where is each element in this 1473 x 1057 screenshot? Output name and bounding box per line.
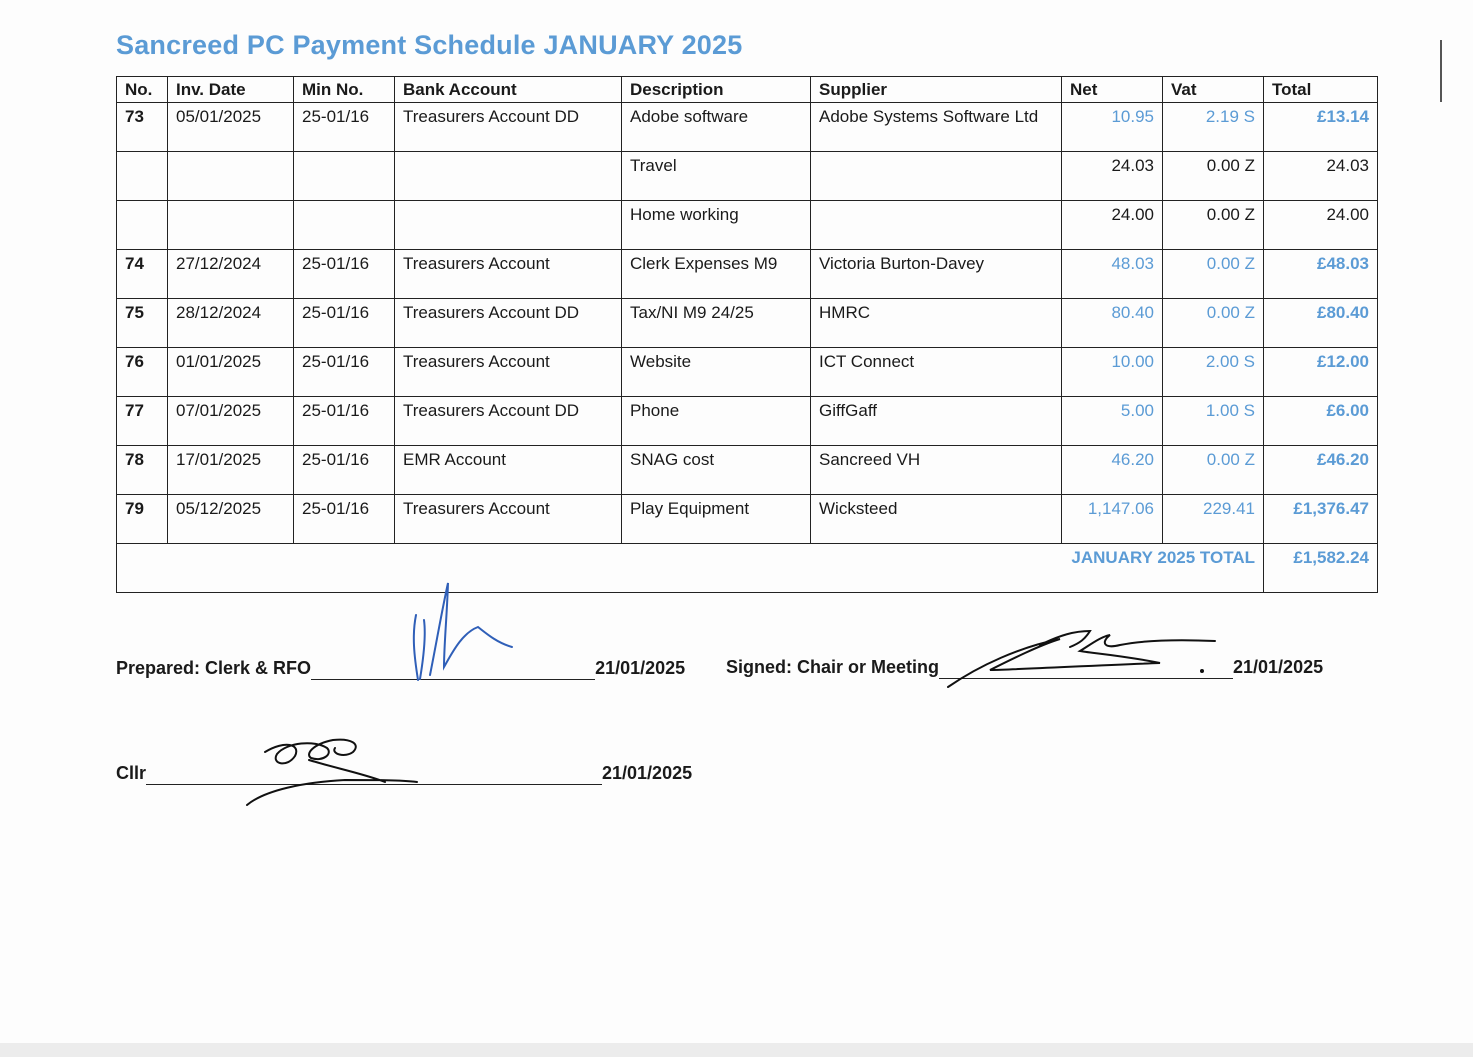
cell-bank-account: EMR Account xyxy=(395,446,622,495)
page-title: Sancreed PC Payment Schedule JANUARY 2025 xyxy=(116,30,743,60)
cell-inv-date: 27/12/2024 xyxy=(168,250,294,299)
cell-no: 77 xyxy=(117,397,168,446)
cell-min-no: 25-01/16 xyxy=(294,299,395,348)
cell-no: 79 xyxy=(117,495,168,544)
cell-description: SNAG cost xyxy=(622,446,811,495)
cell-bank-account xyxy=(395,201,622,250)
prepared-label: Prepared: Clerk & RFO xyxy=(116,658,312,678)
cell-inv-date: 05/01/2025 xyxy=(168,103,294,152)
cell-vat: 1.00 S xyxy=(1163,397,1264,446)
cell-supplier: GiffGaff xyxy=(811,397,1062,446)
cell-min-no xyxy=(294,152,395,201)
cell-vat: 2.00 S xyxy=(1163,348,1264,397)
cell-supplier: Victoria Burton-Davey xyxy=(811,250,1062,299)
column-header: No. xyxy=(117,77,168,103)
cell-total: £6.00 xyxy=(1264,397,1378,446)
cell-vat: 0.00 Z xyxy=(1163,446,1264,495)
cell-net: 48.03 xyxy=(1062,250,1163,299)
table-row xyxy=(117,446,1378,495)
table-row xyxy=(117,397,1378,446)
cell-bank-account: Treasurers Account xyxy=(395,495,622,544)
cell-no: 78 xyxy=(117,446,168,495)
cell-supplier xyxy=(811,152,1062,201)
cell-total: 24.03 xyxy=(1264,152,1378,201)
cell-net: 1,147.06 xyxy=(1062,495,1163,544)
cell-total: £46.20 xyxy=(1264,446,1378,495)
cell-inv-date: 17/01/2025 xyxy=(168,446,294,495)
cell-vat: 0.00 Z xyxy=(1163,201,1264,250)
cell-inv-date: 28/12/2024 xyxy=(168,299,294,348)
column-header: Bank Account xyxy=(395,77,622,103)
cell-min-no: 25-01/16 xyxy=(294,250,395,299)
cell-total: £12.00 xyxy=(1264,348,1378,397)
table-row xyxy=(117,299,1378,348)
cllr-signature xyxy=(235,730,435,812)
total-value: £1,582.24 xyxy=(1264,544,1378,593)
cell-description: Home working xyxy=(622,201,811,250)
cell-description: Travel xyxy=(622,152,811,201)
clerk-signature xyxy=(400,575,530,687)
cell-no: 76 xyxy=(117,348,168,397)
cell-total: 24.00 xyxy=(1264,201,1378,250)
cell-inv-date: 07/01/2025 xyxy=(168,397,294,446)
cell-vat: 0.00 Z xyxy=(1163,250,1264,299)
cell-supplier: Adobe Systems Software Ltd xyxy=(811,103,1062,152)
cell-supplier: Wicksteed xyxy=(811,495,1062,544)
cell-min-no: 25-01/16 xyxy=(294,495,395,544)
cell-no xyxy=(117,201,168,250)
cell-no: 73 xyxy=(117,103,168,152)
cell-vat: 0.00 Z xyxy=(1163,299,1264,348)
total-label: JANUARY 2025 TOTAL xyxy=(117,544,1264,593)
table-row xyxy=(117,495,1378,544)
cell-inv-date: 01/01/2025 xyxy=(168,348,294,397)
cell-min-no: 25-01/16 xyxy=(294,348,395,397)
cell-total: £1,376.47 xyxy=(1264,495,1378,544)
cell-bank-account: Treasurers Account DD xyxy=(395,103,622,152)
cell-net: 80.40 xyxy=(1062,299,1163,348)
cell-no: 74 xyxy=(117,250,168,299)
cllr-label: Cllr xyxy=(116,763,147,783)
cell-bank-account: Treasurers Account DD xyxy=(395,397,622,446)
cell-min-no: 25-01/16 xyxy=(294,446,395,495)
cell-net: 24.03 xyxy=(1062,152,1163,201)
column-header: Supplier xyxy=(811,77,1062,103)
cell-description: Clerk Expenses M9 xyxy=(622,250,811,299)
cell-supplier: HMRC xyxy=(811,299,1062,348)
cell-inv-date xyxy=(168,152,294,201)
table-row xyxy=(117,152,1378,201)
column-header: Total xyxy=(1264,77,1378,103)
total-row xyxy=(117,544,1378,593)
table-row xyxy=(117,201,1378,250)
cell-vat: 229.41 xyxy=(1163,495,1264,544)
column-header: Net xyxy=(1062,77,1163,103)
cell-net: 24.00 xyxy=(1062,201,1163,250)
cell-description: Website xyxy=(622,348,811,397)
cell-inv-date: 05/12/2025 xyxy=(168,495,294,544)
cell-description: Phone xyxy=(622,397,811,446)
cell-vat: 2.19 S xyxy=(1163,103,1264,152)
cell-no xyxy=(117,152,168,201)
cell-net: 5.00 xyxy=(1062,397,1163,446)
payment-table xyxy=(116,76,1378,593)
cell-min-no xyxy=(294,201,395,250)
prepared-date: 21/01/2025 xyxy=(595,658,686,678)
cell-total: £13.14 xyxy=(1264,103,1378,152)
cell-min-no: 25-01/16 xyxy=(294,103,395,152)
cell-bank-account: Treasurers Account xyxy=(395,348,622,397)
chair-signature xyxy=(940,625,1230,695)
cell-no: 75 xyxy=(117,299,168,348)
cell-description: Adobe software xyxy=(622,103,811,152)
cell-description: Play Equipment xyxy=(622,495,811,544)
scan-bottom-strip xyxy=(0,1043,1473,1057)
table-row xyxy=(117,348,1378,397)
cell-bank-account: Treasurers Account xyxy=(395,250,622,299)
cell-bank-account xyxy=(395,152,622,201)
cell-inv-date xyxy=(168,201,294,250)
signed-label: Signed: Chair or Meeting xyxy=(726,657,940,677)
column-header: Inv. Date xyxy=(168,77,294,103)
cell-supplier: Sancreed VH xyxy=(811,446,1062,495)
table-header-row xyxy=(117,77,1378,103)
cell-total: £80.40 xyxy=(1264,299,1378,348)
cell-min-no: 25-01/16 xyxy=(294,397,395,446)
table-row xyxy=(117,250,1378,299)
cell-net: 46.20 xyxy=(1062,446,1163,495)
cell-bank-account: Treasurers Account DD xyxy=(395,299,622,348)
signed-date: 21/01/2025 xyxy=(1233,657,1324,677)
column-header: Description xyxy=(622,77,811,103)
scan-edge-mark xyxy=(1440,40,1442,102)
column-header: Min No. xyxy=(294,77,395,103)
cell-total: £48.03 xyxy=(1264,250,1378,299)
cell-supplier: ICT Connect xyxy=(811,348,1062,397)
table-row xyxy=(117,103,1378,152)
cell-net: 10.95 xyxy=(1062,103,1163,152)
cell-supplier xyxy=(811,201,1062,250)
cllr-date: 21/01/2025 xyxy=(602,763,693,783)
cell-net: 10.00 xyxy=(1062,348,1163,397)
cell-description: Tax/NI M9 24/25 xyxy=(622,299,811,348)
cell-vat: 0.00 Z xyxy=(1163,152,1264,201)
column-header: Vat xyxy=(1163,77,1264,103)
